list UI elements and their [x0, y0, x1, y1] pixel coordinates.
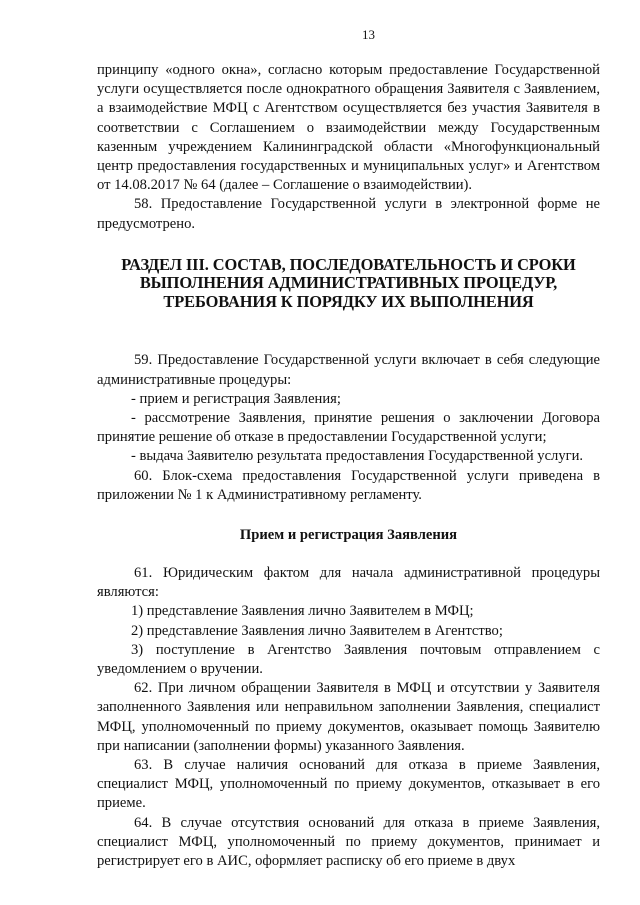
- paragraph-62: 62. При личном обращении Заявителя в МФЦ и отсутствии у Заявителя заполненного Заявления или неправильном заполнении Заявления, специалист МФЦ, уполномоченный по приему документов, оказывает помощь Заявителю при написании (заполнении формы) указанного Заявления.: [97, 680, 600, 754]
- paragraph-58: 58. Предоставление Государственной услуги в электронной форме не предусмотрено.: [97, 196, 600, 232]
- list-item-fact-3: 3) поступление в Агентство Заявления почтовым отправлением с уведомлением о вручении.: [97, 641, 600, 677]
- list-item-fact-2: 2) представление Заявления лично Заявителем в Агентство;: [131, 622, 503, 639]
- list-item-procedure-3: - выдача Заявителю результата предоставления Государственной услуги.: [131, 448, 584, 465]
- list-item-fact-1: 1) представление Заявления лично Заявителем в МФЦ;: [131, 603, 474, 620]
- list-item-procedure-2: - рассмотрение Заявления, принятие решения о заключении Договора принятие решение об отказе в предоставлении Государственной услуги;: [97, 409, 600, 446]
- section-title: РАЗДЕЛ III. СОСТАВ, ПОСЛЕДОВАТЕЛЬНОСТЬ И СРОКИ ВЫПОЛНЕНИЯ АДМИНИСТРАТИВНЫХ ПРОЦЕДУР, ТРЕБОВАНИЯ К ПОРЯДКУ ИХ ВЫПОЛНЕНИЯ: [121, 254, 576, 311]
- paragraph-agreement: принципу «одного окна», согласно которым предоставление Государственной услуги осуществляется после однократного обращения Заявителя с Заявлением, а взаимодействие МФЦ с Агентством осуществляется без участия Заявителя в соответствии с Соглашением о взаимодействии между Государственным казенным учреждением Калининградской области «Многофункциональный центр предоставления государственных и муниципальных услуг» и Агентством от 14.08.2017 № 64 (далее – Соглашение о взаимодействии).: [97, 62, 600, 194]
- list-item-procedure-1: - прием и регистрация Заявления;: [131, 390, 341, 407]
- subheading: Прием и регистрация Заявления: [239, 526, 458, 543]
- paragraph-63: 63. В случае наличия оснований для отказа в приеме Заявления, специалист МФЦ, уполномоченный по приему документов, отказывает в его приеме.: [97, 756, 600, 812]
- paragraph-61: 61. Юридическим фактом для начала административной процедуры являются:: [97, 564, 600, 601]
- paragraph-60: 60. Блок-схема предоставления Государственной услуги приведена в приложении № 1 к Административному регламенту.: [97, 467, 600, 503]
- paragraph-64: 64. В случае отсутствия оснований для отказа в приеме Заявления, специалист МФЦ, уполномоченный по приему документов, принимает и регистрирует его в АИС, оформляет расписку об его приеме в двух: [97, 814, 600, 869]
- paragraph-59: 59. Предоставление Государственной услуги включает в себя следующие административные процедуры:: [97, 352, 600, 388]
- page-number: 13: [362, 27, 375, 42]
